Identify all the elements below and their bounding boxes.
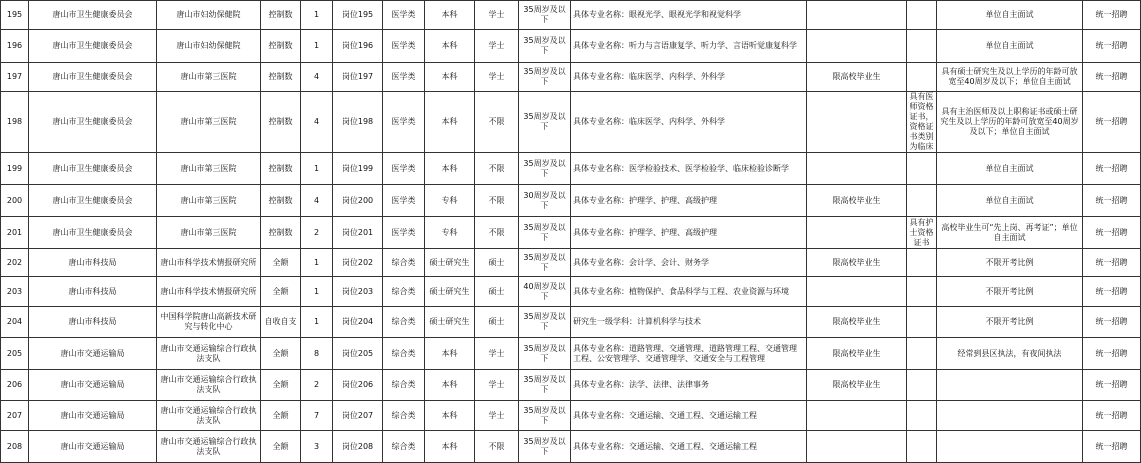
cell-employer: 唐山市交通运输综合行政执法支队 [157, 338, 261, 370]
cell-headcount: 2 [301, 217, 333, 249]
cell-remarks: 经常到县区执法，有夜间执法 [937, 338, 1083, 370]
cell-headcount: 1 [301, 277, 333, 307]
cell-recruitment-type: 统一招聘 [1083, 185, 1141, 217]
cell-headcount: 1 [301, 307, 333, 338]
cell-headcount: 1 [301, 249, 333, 277]
cell-remarks: 单位自主面试 [937, 30, 1083, 63]
cell-funding-type: 控制数 [261, 63, 301, 92]
cell-remarks: 单位自主面试 [937, 185, 1083, 217]
cell-other-requirement [907, 338, 937, 370]
cell-age-limit: 35周岁及以下 [519, 431, 571, 463]
cell-remarks: 单位自主面试 [937, 153, 1083, 185]
cell-employer: 唐山市交通运输综合行政执法支队 [157, 401, 261, 431]
cell-education: 本科 [425, 431, 475, 463]
cell-age-limit: 35周岁及以下 [519, 1, 571, 30]
cell-applicant-restriction [807, 431, 907, 463]
cell-recruitment-type: 统一招聘 [1083, 370, 1141, 401]
cell-education: 硕士研究生 [425, 307, 475, 338]
cell-applicant-restriction [807, 153, 907, 185]
cell-degree: 学士 [475, 338, 519, 370]
cell-recruitment-type: 统一招聘 [1083, 1, 1141, 30]
cell-funding-type: 控制数 [261, 92, 301, 153]
cell-remarks: 不限开考比例 [937, 307, 1083, 338]
cell-applicant-restriction [807, 277, 907, 307]
cell-applicant-restriction [807, 217, 907, 249]
cell-education: 本科 [425, 401, 475, 431]
cell-department: 唐山市科技局 [29, 277, 157, 307]
cell-headcount: 3 [301, 431, 333, 463]
cell-position-number: 203 [1, 277, 29, 307]
cell-department: 唐山市交通运输局 [29, 370, 157, 401]
table-row [1, 92, 1141, 153]
cell-age-limit: 40周岁及以下 [519, 277, 571, 307]
cell-department: 唐山市交通运输局 [29, 338, 157, 370]
cell-category: 医学类 [383, 1, 425, 30]
cell-applicant-restriction: 限高校毕业生 [807, 307, 907, 338]
cell-age-limit: 35周岁及以下 [519, 217, 571, 249]
cell-other-requirement [907, 277, 937, 307]
table-row [1, 185, 1141, 217]
table-row [1, 431, 1141, 463]
cell-position-number: 195 [1, 1, 29, 30]
cell-funding-type: 全额 [261, 277, 301, 307]
cell-category: 医学类 [383, 63, 425, 92]
cell-major-requirement: 具体专业名称：法学、法律、法律事务 [571, 370, 807, 401]
cell-applicant-restriction: 限高校毕业生 [807, 63, 907, 92]
cell-major-requirement: 具体专业名称：护理学、护理、高级护理 [571, 185, 807, 217]
cell-position-code: 岗位195 [333, 1, 383, 30]
cell-department: 唐山市科技局 [29, 249, 157, 277]
cell-department: 唐山市卫生健康委员会 [29, 63, 157, 92]
cell-degree: 硕士 [475, 249, 519, 277]
cell-department: 唐山市卫生健康委员会 [29, 30, 157, 63]
cell-education: 硕士研究生 [425, 277, 475, 307]
cell-position-number: 208 [1, 431, 29, 463]
cell-other-requirement: 具有医师资格证书，资格证书类别为临床 [907, 92, 937, 153]
cell-degree: 不限 [475, 153, 519, 185]
cell-education: 本科 [425, 1, 475, 30]
cell-recruitment-type: 统一招聘 [1083, 153, 1141, 185]
cell-employer: 唐山市科学技术情报研究所 [157, 277, 261, 307]
cell-position-code: 岗位208 [333, 431, 383, 463]
cell-funding-type: 全额 [261, 249, 301, 277]
cell-applicant-restriction [807, 92, 907, 153]
cell-position-code: 岗位202 [333, 249, 383, 277]
cell-recruitment-type: 统一招聘 [1083, 92, 1141, 153]
cell-funding-type: 控制数 [261, 153, 301, 185]
cell-age-limit: 35周岁及以下 [519, 63, 571, 92]
table-row [1, 63, 1141, 92]
cell-remarks [937, 401, 1083, 431]
cell-position-number: 202 [1, 249, 29, 277]
table-row [1, 370, 1141, 401]
cell-position-number: 206 [1, 370, 29, 401]
cell-funding-type: 自收自支 [261, 307, 301, 338]
cell-degree: 学士 [475, 30, 519, 63]
cell-employer: 唐山市第三医院 [157, 185, 261, 217]
cell-age-limit: 35周岁及以下 [519, 249, 571, 277]
cell-department: 唐山市卫生健康委员会 [29, 92, 157, 153]
cell-age-limit: 35周岁及以下 [519, 338, 571, 370]
cell-position-code: 岗位204 [333, 307, 383, 338]
cell-category: 综合类 [383, 249, 425, 277]
table-row [1, 338, 1141, 370]
cell-applicant-restriction [807, 30, 907, 63]
cell-position-code: 岗位203 [333, 277, 383, 307]
cell-applicant-restriction: 限高校毕业生 [807, 249, 907, 277]
cell-position-code: 岗位198 [333, 92, 383, 153]
cell-headcount: 1 [301, 153, 333, 185]
cell-position-number: 197 [1, 63, 29, 92]
cell-category: 综合类 [383, 338, 425, 370]
cell-category: 综合类 [383, 277, 425, 307]
cell-position-code: 岗位201 [333, 217, 383, 249]
cell-position-number: 204 [1, 307, 29, 338]
cell-degree: 硕士 [475, 277, 519, 307]
cell-degree: 不限 [475, 431, 519, 463]
cell-category: 综合类 [383, 431, 425, 463]
cell-recruitment-type: 统一招聘 [1083, 338, 1141, 370]
cell-funding-type: 控制数 [261, 185, 301, 217]
cell-recruitment-type: 统一招聘 [1083, 431, 1141, 463]
cell-funding-type: 控制数 [261, 1, 301, 30]
cell-remarks: 具有主治医师及以上职称证书或硕士研究生及以上学历的年龄可放宽至40周岁及以下；单位自主面试 [937, 92, 1083, 153]
cell-major-requirement: 具体专业名称：会计学、会计、财务学 [571, 249, 807, 277]
cell-education: 本科 [425, 30, 475, 63]
cell-funding-type: 全额 [261, 370, 301, 401]
cell-position-code: 岗位207 [333, 401, 383, 431]
cell-applicant-restriction: 限高校毕业生 [807, 338, 907, 370]
cell-degree: 学士 [475, 63, 519, 92]
cell-major-requirement: 具体专业名称：道路管理、交通管理、道路管理工程、交通管理工程、公安管理学、交通管理学、交通安全与工程管理 [571, 338, 807, 370]
cell-category: 医学类 [383, 217, 425, 249]
cell-headcount: 2 [301, 370, 333, 401]
cell-applicant-restriction: 限高校毕业生 [807, 370, 907, 401]
cell-major-requirement: 具体专业名称：临床医学、内科学、外科学 [571, 63, 807, 92]
cell-degree: 不限 [475, 92, 519, 153]
cell-department: 唐山市卫生健康委员会 [29, 185, 157, 217]
cell-position-code: 岗位205 [333, 338, 383, 370]
table-row [1, 30, 1141, 63]
table-row [1, 401, 1141, 431]
cell-employer: 唐山市妇幼保健院 [157, 30, 261, 63]
cell-remarks [937, 431, 1083, 463]
cell-other-requirement [907, 30, 937, 63]
cell-headcount: 4 [301, 92, 333, 153]
cell-recruitment-type: 统一招聘 [1083, 30, 1141, 63]
cell-funding-type: 控制数 [261, 217, 301, 249]
cell-position-code: 岗位197 [333, 63, 383, 92]
cell-position-code: 岗位200 [333, 185, 383, 217]
cell-employer: 唐山市交通运输综合行政执法支队 [157, 370, 261, 401]
cell-headcount: 7 [301, 401, 333, 431]
cell-position-number: 201 [1, 217, 29, 249]
cell-remarks: 不限开考比例 [937, 249, 1083, 277]
cell-major-requirement: 具体专业名称：植物保护、食品科学与工程、农业资源与环境 [571, 277, 807, 307]
cell-recruitment-type: 统一招聘 [1083, 277, 1141, 307]
cell-other-requirement [907, 401, 937, 431]
cell-education: 本科 [425, 63, 475, 92]
cell-headcount: 4 [301, 63, 333, 92]
cell-funding-type: 全额 [261, 431, 301, 463]
cell-remarks: 单位自主面试 [937, 1, 1083, 30]
cell-employer: 唐山市科学技术情报研究所 [157, 249, 261, 277]
cell-department: 唐山市科技局 [29, 307, 157, 338]
cell-employer: 中国科学院唐山高新技术研究与转化中心 [157, 307, 261, 338]
cell-department: 唐山市卫生健康委员会 [29, 1, 157, 30]
cell-department: 唐山市卫生健康委员会 [29, 153, 157, 185]
cell-age-limit: 35周岁及以下 [519, 30, 571, 63]
cell-employer: 唐山市妇幼保健院 [157, 1, 261, 30]
cell-employer: 唐山市第三医院 [157, 92, 261, 153]
cell-funding-type: 全额 [261, 401, 301, 431]
cell-department: 唐山市交通运输局 [29, 401, 157, 431]
cell-position-number: 196 [1, 30, 29, 63]
cell-degree: 不限 [475, 217, 519, 249]
cell-funding-type: 控制数 [261, 30, 301, 63]
cell-major-requirement: 具体专业名称：护理学、护理、高级护理 [571, 217, 807, 249]
cell-position-code: 岗位206 [333, 370, 383, 401]
cell-applicant-restriction [807, 1, 907, 30]
cell-recruitment-type: 统一招聘 [1083, 249, 1141, 277]
cell-remarks [937, 370, 1083, 401]
cell-education: 专科 [425, 217, 475, 249]
cell-position-code: 岗位196 [333, 30, 383, 63]
cell-age-limit: 35周岁及以下 [519, 370, 571, 401]
table-row [1, 249, 1141, 277]
cell-department: 唐山市卫生健康委员会 [29, 217, 157, 249]
cell-employer: 唐山市第三医院 [157, 153, 261, 185]
cell-funding-type: 全额 [261, 338, 301, 370]
table-row [1, 217, 1141, 249]
cell-major-requirement: 具体专业名称：临床医学、内科学、外科学 [571, 92, 807, 153]
cell-headcount: 1 [301, 30, 333, 63]
cell-degree: 学士 [475, 1, 519, 30]
cell-category: 医学类 [383, 92, 425, 153]
cell-remarks: 高校毕业生可“先上岗、再考证”；单位自主面试 [937, 217, 1083, 249]
cell-education: 硕士研究生 [425, 249, 475, 277]
cell-other-requirement [907, 63, 937, 92]
cell-position-number: 207 [1, 401, 29, 431]
cell-other-requirement: 具有护士资格证书 [907, 217, 937, 249]
cell-education: 本科 [425, 92, 475, 153]
cell-major-requirement: 具体专业名称：交通运输、交通工程、交通运输工程 [571, 431, 807, 463]
cell-major-requirement: 具体专业名称：交通运输、交通工程、交通运输工程 [571, 401, 807, 431]
cell-major-requirement: 具体专业名称：眼视光学、眼视光学和视觉科学 [571, 1, 807, 30]
cell-degree: 硕士 [475, 307, 519, 338]
cell-recruitment-type: 统一招聘 [1083, 307, 1141, 338]
cell-category: 医学类 [383, 153, 425, 185]
cell-degree: 学士 [475, 370, 519, 401]
cell-category: 医学类 [383, 30, 425, 63]
cell-other-requirement [907, 249, 937, 277]
cell-other-requirement [907, 307, 937, 338]
cell-major-requirement: 具体专业名称：听力与言语康复学、听力学、言语听觉康复科学 [571, 30, 807, 63]
cell-other-requirement [907, 1, 937, 30]
cell-position-number: 205 [1, 338, 29, 370]
cell-other-requirement [907, 370, 937, 401]
cell-category: 综合类 [383, 401, 425, 431]
table-row [1, 307, 1141, 338]
cell-department: 唐山市交通运输局 [29, 431, 157, 463]
cell-remarks: 具有硕士研究生及以上学历的年龄可放宽至40周岁及以下；单位自主面试 [937, 63, 1083, 92]
cell-major-requirement: 研究生一级学科：计算机科学与技术 [571, 307, 807, 338]
cell-age-limit: 35周岁及以下 [519, 307, 571, 338]
cell-category: 综合类 [383, 370, 425, 401]
cell-age-limit: 35周岁及以下 [519, 153, 571, 185]
cell-major-requirement: 具体专业名称：医学检验技术、医学检验学、临床检验诊断学 [571, 153, 807, 185]
cell-education: 本科 [425, 153, 475, 185]
table-row [1, 153, 1141, 185]
cell-degree: 学士 [475, 401, 519, 431]
cell-employer: 唐山市交通运输综合行政执法支队 [157, 431, 261, 463]
cell-degree: 不限 [475, 185, 519, 217]
cell-other-requirement [907, 185, 937, 217]
cell-education: 专科 [425, 185, 475, 217]
table-body [1, 1, 1141, 463]
cell-age-limit: 35周岁及以下 [519, 401, 571, 431]
cell-other-requirement [907, 153, 937, 185]
cell-position-code: 岗位199 [333, 153, 383, 185]
table-row [1, 1, 1141, 30]
cell-headcount: 4 [301, 185, 333, 217]
cell-position-number: 198 [1, 92, 29, 153]
cell-category: 医学类 [383, 185, 425, 217]
cell-recruitment-type: 统一招聘 [1083, 401, 1141, 431]
cell-applicant-restriction [807, 401, 907, 431]
cell-recruitment-type: 统一招聘 [1083, 217, 1141, 249]
cell-headcount: 8 [301, 338, 333, 370]
cell-headcount: 1 [301, 1, 333, 30]
cell-employer: 唐山市第三医院 [157, 63, 261, 92]
cell-applicant-restriction: 限高校毕业生 [807, 185, 907, 217]
cell-other-requirement [907, 431, 937, 463]
cell-age-limit: 35周岁及以下 [519, 92, 571, 153]
cell-recruitment-type: 统一招聘 [1083, 63, 1141, 92]
cell-education: 本科 [425, 370, 475, 401]
cell-education: 本科 [425, 338, 475, 370]
cell-position-number: 200 [1, 185, 29, 217]
cell-position-number: 199 [1, 153, 29, 185]
cell-remarks: 不限开考比例 [937, 277, 1083, 307]
cell-category: 综合类 [383, 307, 425, 338]
cell-age-limit: 30周岁及以下 [519, 185, 571, 217]
cell-employer: 唐山市第三医院 [157, 217, 261, 249]
table-row [1, 277, 1141, 307]
